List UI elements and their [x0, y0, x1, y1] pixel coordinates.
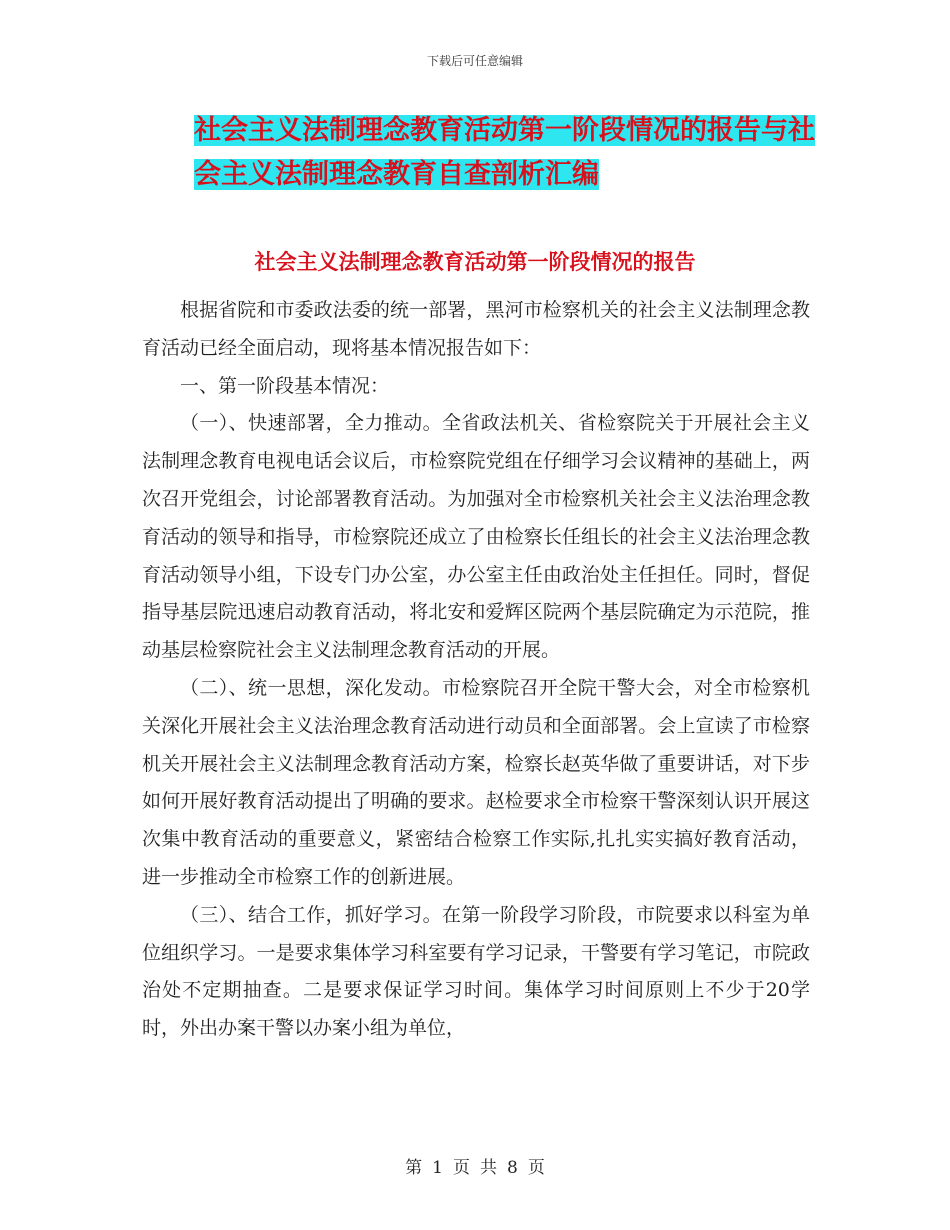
paragraph-intro: 根据省院和市委政法委的统一部署，黑河市检察机关的社会主义法制理念教育活动已经全面启动，现将基本情况报告如下：	[142, 299, 810, 359]
document-body	[142, 292, 810, 1048]
footer-page-number: 1	[432, 1158, 443, 1178]
footer-total-word: 共	[480, 1158, 497, 1178]
header-note: 下载后可任意编辑	[426, 54, 523, 68]
page-footer	[0, 1153, 950, 1178]
paragraph-2: （二）、统一思想，深化发动。市检察院召开全院干警大会，对全市检察机关深化开展社会主义法治理念教育活动进行动员和全面部署。会上宣读了市检察机关开展社会主义法制理念教育活动方案，检察长赵英华做了重要讲话，对下步如何开展好教育活动提出了明确的要求。赵检要求全市检察干警深刻认识开展这次集中教育活动的重要意义，紧密结合检察工作实际,扎扎实实搞好教育活动，进一步推动全市检察工作的创新进展。	[142, 676, 810, 888]
footer-suffix: 页	[527, 1158, 545, 1178]
paragraph-1: （一）、快速部署，全力推动。全省政法机关、省检察院关于开展社会主义法制理念教育电视电话会议后，市检察院党组在仔细学习会议精神的基础上，两次召开党组会，讨论部署教育活动。为加强对全市检察机关社会主义法治理念教育活动的领导和指导，市检察院还成立了由检察长任组长的社会主义法治理念教育活动领导小组，下设专门办公室，办公室主任由政治处主任担任。同时，督促指导基层院迅速启动教育活动，将北安和爱辉区院两个基层院确定为示范院，推动基层检察院社会主义法制理念教育活动的开展。	[142, 412, 810, 662]
footer-prefix: 第	[405, 1158, 423, 1178]
main-title-line-2-text: 会主义法制理念教育自查剖析汇编	[194, 159, 599, 190]
section-title: 社会主义法制理念教育活动第一阶段情况的报告	[254, 249, 696, 274]
paragraph-section-heading: 一、第一阶段基本情况：	[180, 374, 390, 397]
main-title-line-1-text: 社会主义法制理念教育活动第一阶段情况的报告与社	[194, 115, 815, 146]
footer-page-word: 页	[453, 1158, 470, 1178]
main-title-line-2	[194, 150, 874, 200]
footer-total-pages: 8	[507, 1158, 518, 1178]
paragraph-3: （三）、结合工作，抓好学习。在第一阶段学习阶段，市院要求以科室为单位组织学习。一是要求集体学习科室要有学习记录，干警要有学习笔记，市院政治处不定期抽查。二是要求保证学习时间。集体学习时间原则上不少于20学时，外出办案干警以办案小组为单位，	[142, 903, 810, 1040]
main-title-line-1	[194, 106, 874, 156]
